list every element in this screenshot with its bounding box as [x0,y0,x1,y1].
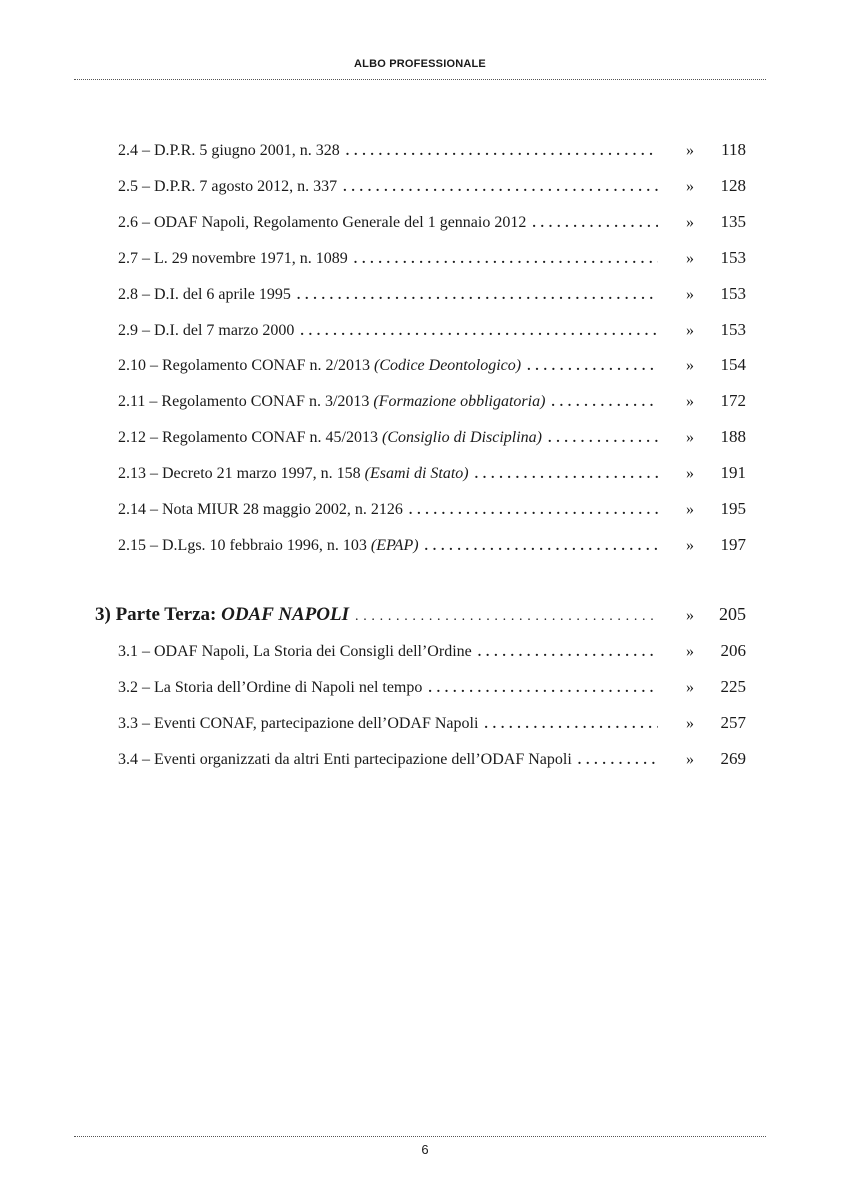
toc-entry[interactable] [118,535,746,559]
toc-entry-page: 191 [720,463,746,482]
toc-entry-title: 2.6 – ODAF Napoli, Regolamento Generale del 1 gennaio 2012 [118,214,527,231]
toc-entry-page: 153 [720,284,746,303]
raquo-marker: » [686,286,694,303]
dot-leader [475,467,658,483]
toc-entry-title [118,393,545,411]
toc-entry-title: 3.1 – ODAF Napoli, La Storia dei Consigli dell’Ordine [118,643,472,660]
toc-entry-title [118,537,419,555]
running-header: ALBO PROFESSIONALE [354,58,486,70]
toc-entry[interactable] [118,499,746,523]
toc-entry[interactable] [118,284,746,308]
raquo-marker: » [686,250,694,267]
toc-entry-title: 2.14 – Nota MIUR 28 maggio 2002, n. 2126 [118,501,403,518]
toc-entry-title [118,357,521,375]
toc-entry-text: 2.12 – Regolamento CONAF n. 45/2013 [118,429,382,446]
toc-entry-page: 188 [720,427,746,446]
toc-entry-title: 3.3 – Eventi CONAF, partecipazione dell’ODAF Napoli [118,715,479,732]
dot-leader [300,324,658,340]
dot-leader [355,609,658,625]
raquo-marker: » [686,357,694,374]
toc-entry-title: 3.4 – Eventi organizzati da altri Enti partecipazione dell’ODAF Napoli [118,751,572,768]
toc-entry[interactable] [118,749,746,773]
toc-entry[interactable] [118,427,746,451]
raquo-marker: » [686,607,694,624]
toc-part-page: 205 [719,604,746,624]
toc-entry-page: 269 [720,749,746,768]
raquo-marker: » [686,643,694,660]
toc-entry-text: 2.15 – D.Lgs. 10 febbraio 1996, n. 103 [118,537,371,554]
raquo-marker: » [686,214,694,231]
raquo-marker: » [686,679,694,696]
toc-entry-text: 2.13 – Decreto 21 marzo 1997, n. 158 [118,465,365,482]
raquo-marker: » [686,178,694,195]
toc-entry-subtitle: (Esami di Stato) [364,465,469,482]
dot-leader [551,395,658,411]
toc-entry[interactable] [118,140,746,164]
dot-leader [343,180,658,196]
toc-entry-page: 257 [720,713,746,732]
toc-entry[interactable] [118,176,746,200]
toc-part-title [95,604,349,626]
toc-entry-title [118,465,469,483]
raquo-marker: » [686,322,694,339]
toc-entry-title: 3.2 – La Storia dell’Ordine di Napoli nel tempo [118,679,423,696]
toc-part-heading[interactable] [95,604,746,628]
footer-rule [74,1136,766,1137]
header-rule [74,79,766,80]
dot-leader [428,681,658,697]
toc-entry-subtitle: (EPAP) [370,537,419,554]
dot-leader [548,431,658,447]
dot-leader [484,717,658,733]
toc-entry-page: 195 [720,499,746,518]
toc-entry-page: 128 [720,176,746,195]
toc-entry-subtitle: (Codice Deontologico) [374,357,522,374]
toc-entry-page: 206 [720,641,746,660]
toc-entry[interactable] [118,212,746,236]
raquo-marker: » [686,429,694,446]
dot-leader [532,216,658,232]
page-number: 6 [421,1142,429,1157]
toc-entry-subtitle: (Formazione obbligatoria) [373,393,546,410]
toc-entry[interactable] [118,355,746,379]
dot-leader [346,144,658,160]
toc-entry[interactable] [118,677,746,701]
raquo-marker: » [686,751,694,768]
toc-entry-subtitle: (Consiglio di Disciplina) [382,429,542,446]
dot-leader [354,252,658,268]
toc-entry-page: 154 [720,355,746,374]
raquo-marker: » [686,715,694,732]
toc-entry-title: 2.5 – D.P.R. 7 agosto 2012, n. 337 [118,178,338,195]
toc-entry[interactable] [118,641,746,665]
raquo-marker: » [686,142,694,159]
toc-entry[interactable] [118,320,746,344]
raquo-marker: » [686,501,694,518]
dot-leader [527,359,658,375]
raquo-marker: » [686,537,694,554]
toc-entry-page: 153 [720,248,746,267]
toc-entry-title [118,429,542,447]
toc-entry-title: 2.9 – D.I. del 7 marzo 2000 [118,322,295,339]
toc-entry[interactable] [118,391,746,415]
raquo-marker: » [686,393,694,410]
toc-entry-page: 118 [721,140,746,159]
toc-entry-page: 135 [720,212,746,231]
dot-leader [409,503,658,519]
toc-entry-title: 2.8 – D.I. del 6 aprile 1995 [118,286,291,303]
part-title-emphasis: ODAF NAPOLI [221,604,350,625]
toc-entry[interactable] [118,713,746,737]
toc-entry-title: 2.4 – D.P.R. 5 giugno 2001, n. 328 [118,142,340,159]
part-title-text: 3) Parte Terza: [95,604,222,625]
toc-entry[interactable] [118,463,746,487]
dot-leader [578,753,658,769]
toc-entry-page: 225 [720,677,746,696]
toc-entry-page: 172 [720,391,746,410]
toc-entry-page: 197 [720,535,746,554]
toc-entry-text: 2.11 – Regolamento CONAF n. 3/2013 [118,393,374,410]
dot-leader [425,539,658,555]
toc-entry[interactable] [118,248,746,272]
dot-leader [478,645,658,661]
toc-entry-title: 2.7 – L. 29 novembre 1971, n. 1089 [118,250,348,267]
raquo-marker: » [686,465,694,482]
toc-entry-text: 2.10 – Regolamento CONAF n. 2/2013 [118,357,374,374]
toc-entry-page: 153 [720,320,746,339]
dot-leader [297,288,658,304]
